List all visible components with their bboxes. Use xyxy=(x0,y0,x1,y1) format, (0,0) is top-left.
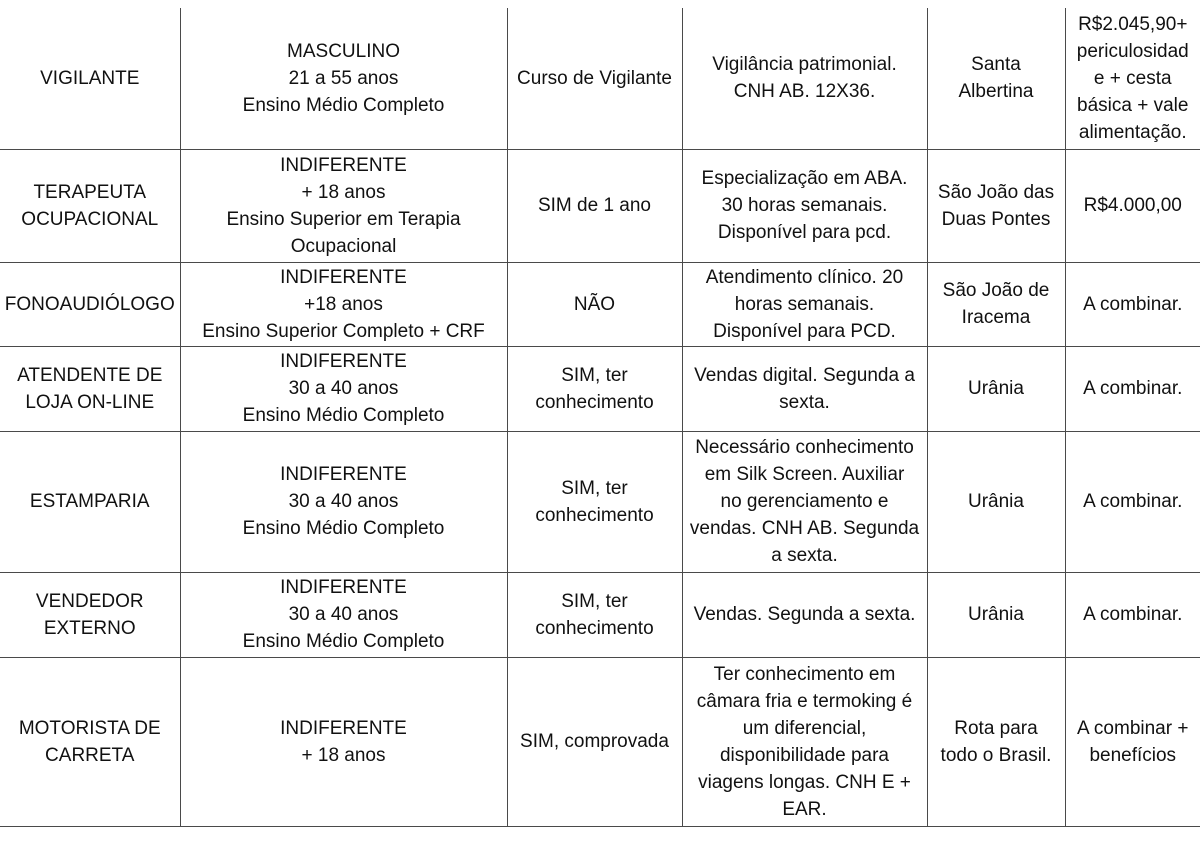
cell-text-line: R$2.045,90+ xyxy=(1078,13,1188,35)
cell-text-line: a sexta. xyxy=(771,545,838,566)
cell-text-line: 30 a 40 anos xyxy=(288,378,399,399)
table-row xyxy=(0,346,1200,431)
cell-text-line: SIM, ter xyxy=(561,364,628,386)
cell-text-line: conhecimento xyxy=(535,391,654,413)
cell-text-line: 30 horas semanais. xyxy=(721,195,888,216)
cell-text-line: disponibilidade para xyxy=(719,744,889,766)
cell-text-line: Vendas digital. Segunda a xyxy=(694,364,915,386)
local-cell xyxy=(927,572,1065,657)
cell-text-line: conhecimento xyxy=(535,617,654,639)
cell-text-line: A combinar + xyxy=(1077,717,1189,739)
cell-text-line: VIGILANTE xyxy=(40,67,140,89)
cell-text-line: MASCULINO xyxy=(287,40,400,62)
descricao-cell xyxy=(682,657,927,826)
cell-text-line: Necessário conhecimento xyxy=(695,437,914,458)
salario-cell xyxy=(1065,346,1200,431)
cell-text-line: Disponível para pcd. xyxy=(717,222,892,243)
cell-text-line: Ter conhecimento em xyxy=(713,663,896,685)
cell-text-line: SIM, ter xyxy=(561,590,628,612)
cargo-cell xyxy=(0,262,180,346)
cell-text-line: 30 a 40 anos xyxy=(288,491,399,512)
perfil-cell xyxy=(180,657,507,826)
experiencia-cell xyxy=(507,346,682,431)
descricao-cell xyxy=(682,431,927,572)
descricao-cell xyxy=(682,262,927,346)
perfil-cell xyxy=(180,346,507,431)
cell-text-line: A combinar. xyxy=(1083,293,1183,315)
cell-text-line: conhecimento xyxy=(535,504,654,526)
local-cell xyxy=(927,262,1065,346)
descricao-cell xyxy=(682,346,927,431)
descricao-cell xyxy=(682,149,927,262)
cell-text-line: Especialização em ABA. xyxy=(701,168,908,189)
cell-text-line: Vendas. Segunda a sexta. xyxy=(693,604,916,625)
cell-text-line: Albertina xyxy=(958,81,1034,103)
cell-text-line: +18 anos xyxy=(304,293,383,315)
cell-text-line: alimentação. xyxy=(1078,121,1187,143)
descricao-cell xyxy=(682,572,927,657)
perfil-cell xyxy=(180,431,507,572)
cargo-cell xyxy=(0,346,180,431)
table-row xyxy=(0,262,1200,346)
cell-text-line: Ensino Médio Completo xyxy=(242,518,445,539)
cell-text-line: Curso de Vigilante xyxy=(517,67,672,89)
cell-text-line: um diferencial, xyxy=(742,717,867,739)
cell-text-line: SIM, comprovada xyxy=(520,731,669,752)
table-row xyxy=(0,8,1200,149)
experiencia-cell xyxy=(507,149,682,262)
cell-text-line: INDIFERENTE xyxy=(280,154,407,176)
salario-cell xyxy=(1065,262,1200,346)
job-listings-table xyxy=(0,8,1200,827)
cell-text-line: A combinar. xyxy=(1083,378,1183,399)
cell-text-line: Ensino Médio Completo xyxy=(242,405,445,426)
cell-text-line: viagens longas. CNH E + xyxy=(698,771,911,793)
experiencia-cell xyxy=(507,572,682,657)
cell-text-line: vendas. CNH AB. Segunda xyxy=(689,518,920,539)
cargo-cell xyxy=(0,149,180,262)
cargo-cell xyxy=(0,8,180,149)
cell-text-line: TERAPEUTA xyxy=(33,181,147,203)
cell-text-line: São João de xyxy=(942,280,1050,301)
cell-text-line: 21 a 55 anos xyxy=(288,67,399,89)
cell-text-line: INDIFERENTE xyxy=(280,577,407,598)
cell-text-line: Ensino Médio Completo xyxy=(242,94,445,116)
experiencia-cell xyxy=(507,431,682,572)
cell-text-line: no gerenciamento e xyxy=(720,491,889,512)
cell-text-line: Duas Pontes xyxy=(941,208,1051,230)
job-table-container xyxy=(0,8,1200,827)
table-row xyxy=(0,572,1200,657)
cell-text-line: INDIFERENTE xyxy=(280,266,407,288)
local-cell xyxy=(927,431,1065,572)
cell-text-line: 30 a 40 anos xyxy=(288,604,399,625)
local-cell xyxy=(927,8,1065,149)
cell-text-line: OCUPACIONAL xyxy=(21,208,159,230)
cell-text-line: básica + vale xyxy=(1077,94,1189,116)
cell-text-line: + 18 anos xyxy=(301,181,386,203)
cell-text-line: Ocupacional xyxy=(290,235,397,257)
cell-text-line: MOTORISTA DE xyxy=(18,717,161,739)
cell-text-line: câmara fria e termoking é xyxy=(696,690,913,712)
cell-text-line: A combinar. xyxy=(1083,604,1183,625)
cell-text-line: EXTERNO xyxy=(43,617,136,639)
salario-cell xyxy=(1065,431,1200,572)
cell-text-line: CARRETA xyxy=(45,744,135,766)
cell-text-line: ATENDENTE DE xyxy=(17,364,163,386)
cargo-cell xyxy=(0,572,180,657)
cell-text-line: + 18 anos xyxy=(301,744,386,766)
cell-text-line: Urânia xyxy=(968,604,1024,625)
cell-text-line: NÃO xyxy=(573,293,616,315)
cell-text-line: SIM de 1 ano xyxy=(537,195,652,216)
cell-text-line: INDIFERENTE xyxy=(280,351,407,372)
cell-text-line: Disponível para PCD. xyxy=(713,320,896,342)
local-cell xyxy=(927,149,1065,262)
salario-cell xyxy=(1065,149,1200,262)
cargo-cell xyxy=(0,657,180,826)
cell-text-line: Ensino Superior em Terapia xyxy=(226,208,461,230)
experiencia-cell xyxy=(507,8,682,149)
cell-text-line: Iracema xyxy=(961,307,1031,328)
cell-text-line: INDIFERENTE xyxy=(280,464,407,485)
cell-text-line: em Silk Screen. Auxiliar xyxy=(704,464,905,485)
cell-text-line: Santa xyxy=(971,54,1021,76)
perfil-cell xyxy=(180,572,507,657)
cell-text-line: Ensino Médio Completo xyxy=(242,631,445,652)
cell-text-line: INDIFERENTE xyxy=(280,717,407,739)
cell-text-line: e + cesta xyxy=(1093,67,1172,89)
salario-cell xyxy=(1065,657,1200,826)
cell-text-line: Urânia xyxy=(968,378,1024,399)
local-cell xyxy=(927,346,1065,431)
cell-text-line: horas semanais. xyxy=(734,293,875,315)
cell-text-line: periculosidad xyxy=(1076,40,1189,62)
cell-text-line: Vigilância patrimonial. xyxy=(712,54,897,76)
cell-text-line: A combinar. xyxy=(1083,491,1183,512)
table-row xyxy=(0,431,1200,572)
cell-text-line: todo o Brasil. xyxy=(940,744,1052,766)
descricao-cell xyxy=(682,8,927,149)
cell-text-line: Urânia xyxy=(968,491,1024,512)
experiencia-cell xyxy=(507,657,682,826)
perfil-cell xyxy=(180,262,507,346)
perfil-cell xyxy=(180,8,507,149)
cell-text-line: EAR. xyxy=(782,798,827,820)
cell-text-line: ESTAMPARIA xyxy=(29,491,150,512)
cell-text-line: LOJA ON-LINE xyxy=(25,391,155,413)
salario-cell xyxy=(1065,572,1200,657)
table-row xyxy=(0,149,1200,262)
table-row xyxy=(0,657,1200,826)
cell-text-line: FONOAUDIÓLOGO xyxy=(4,293,175,315)
cell-text-line: benefícios xyxy=(1089,744,1177,766)
cell-text-line: SIM, ter xyxy=(561,477,628,499)
cell-text-line: VENDEDOR xyxy=(35,590,144,612)
cell-text-line: R$4.000,00 xyxy=(1083,195,1182,216)
perfil-cell xyxy=(180,149,507,262)
salario-cell xyxy=(1065,8,1200,149)
cell-text-line: São João das xyxy=(937,181,1055,203)
cell-text-line: CNH AB. 12X36. xyxy=(733,81,876,103)
experiencia-cell xyxy=(507,262,682,346)
cell-text-line: sexta. xyxy=(779,391,830,413)
cell-text-line: Ensino Superior Completo + CRF xyxy=(202,320,485,342)
cell-text-line: Atendimento clínico. 20 xyxy=(705,266,904,288)
cargo-cell xyxy=(0,431,180,572)
local-cell xyxy=(927,657,1065,826)
cell-text-line: Rota para xyxy=(954,717,1038,739)
